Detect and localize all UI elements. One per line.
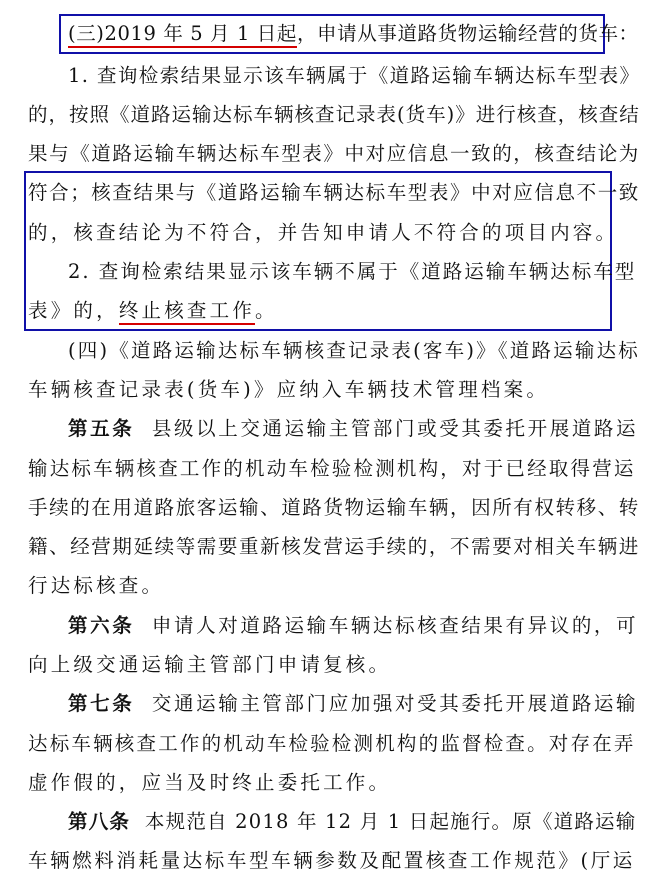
text-line-19: 达标车辆核查工作的机动车检验检测机构的监督检查。对存在弄 — [28, 732, 636, 755]
article-8-text: 本规范自 2018 年 12 月 1 日起施行。原《道路运输 — [144, 810, 637, 833]
heading-rest: ，申请从事道路货物运输经营的货车： — [296, 22, 639, 45]
text-line-12: 输达标车辆核查工作的机动车检验检测机构，对于已经取得营运 — [28, 457, 636, 480]
line-8-end: 。 — [255, 299, 278, 322]
text-line-17: 向上级交通运输主管部门申请复核。 — [28, 653, 392, 676]
effective-date: 2019 年 5 月 1 日起 — [105, 22, 297, 48]
article-7-text: 交通运输主管部门应加强对受其委托开展道路运输 — [151, 692, 639, 715]
text-line-21 — [68, 808, 636, 836]
text-line-14: 籍、经营期延续等需要重新核发营运手续的，不需要对相关车辆进 — [28, 535, 640, 558]
line-8-start: 表》的， — [28, 299, 119, 322]
text-line-13: 手续的在用道路旅客运输、道路货物运输车辆，因所有权转移、转 — [28, 496, 640, 519]
terminate-check-phrase: 终止核查工作 — [119, 299, 255, 325]
text-line-4: 果与《道路运输车辆达标车型表》中对应信息一致的，核查结论为 — [28, 142, 640, 165]
text-line-15: 行达标核查。 — [28, 574, 165, 597]
article-6-heading: 第六条 — [68, 614, 135, 637]
text-line-10: 车辆核查记录表(货车)》应纳入车辆技术管理档案。 — [28, 378, 550, 401]
article-6-text: 申请人对道路运输车辆达标核查结果有异议的，可 — [151, 614, 639, 637]
article-8-heading: 第八条 — [68, 810, 131, 833]
text-line-11 — [68, 415, 638, 443]
text-line-8 — [28, 297, 278, 325]
text-line-1 — [68, 20, 639, 48]
article-5-text: 县级以上交通运输主管部门或受其委托开展道路运 — [151, 417, 639, 440]
text-line-18 — [68, 690, 638, 718]
text-line-2: 1. 查询检索结果显示该车辆属于《道路运输车辆达标车型表》 — [68, 64, 641, 87]
article-7-heading: 第七条 — [68, 692, 135, 715]
text-line-5: 符合；核查结果与《道路运输车辆达标车型表》中对应信息不一致 — [28, 181, 640, 204]
text-line-20: 虚作假的，应当及时终止委托工作。 — [28, 771, 392, 794]
article-5-heading: 第五条 — [68, 417, 135, 440]
text-line-9: (四)《道路运输达标车辆核查记录表(客车)》《道路运输达标 — [68, 339, 640, 362]
clause-label-3: (三) — [68, 22, 105, 48]
text-line-3: 的，按照《道路运输达标车辆核查记录表(货车)》进行核查，核查结 — [28, 103, 640, 126]
text-line-7: 2. 查询检索结果显示该车辆不属于《道路运输车辆达标车型 — [68, 260, 637, 283]
text-line-6: 的，核查结论为不符合，并告知申请人不符合的项目内容。 — [28, 221, 619, 244]
text-line-22: 车辆燃料消耗量达标车型车辆参数及配置核查工作规范》(厅运 — [28, 849, 635, 872]
text-line-16 — [68, 612, 638, 640]
